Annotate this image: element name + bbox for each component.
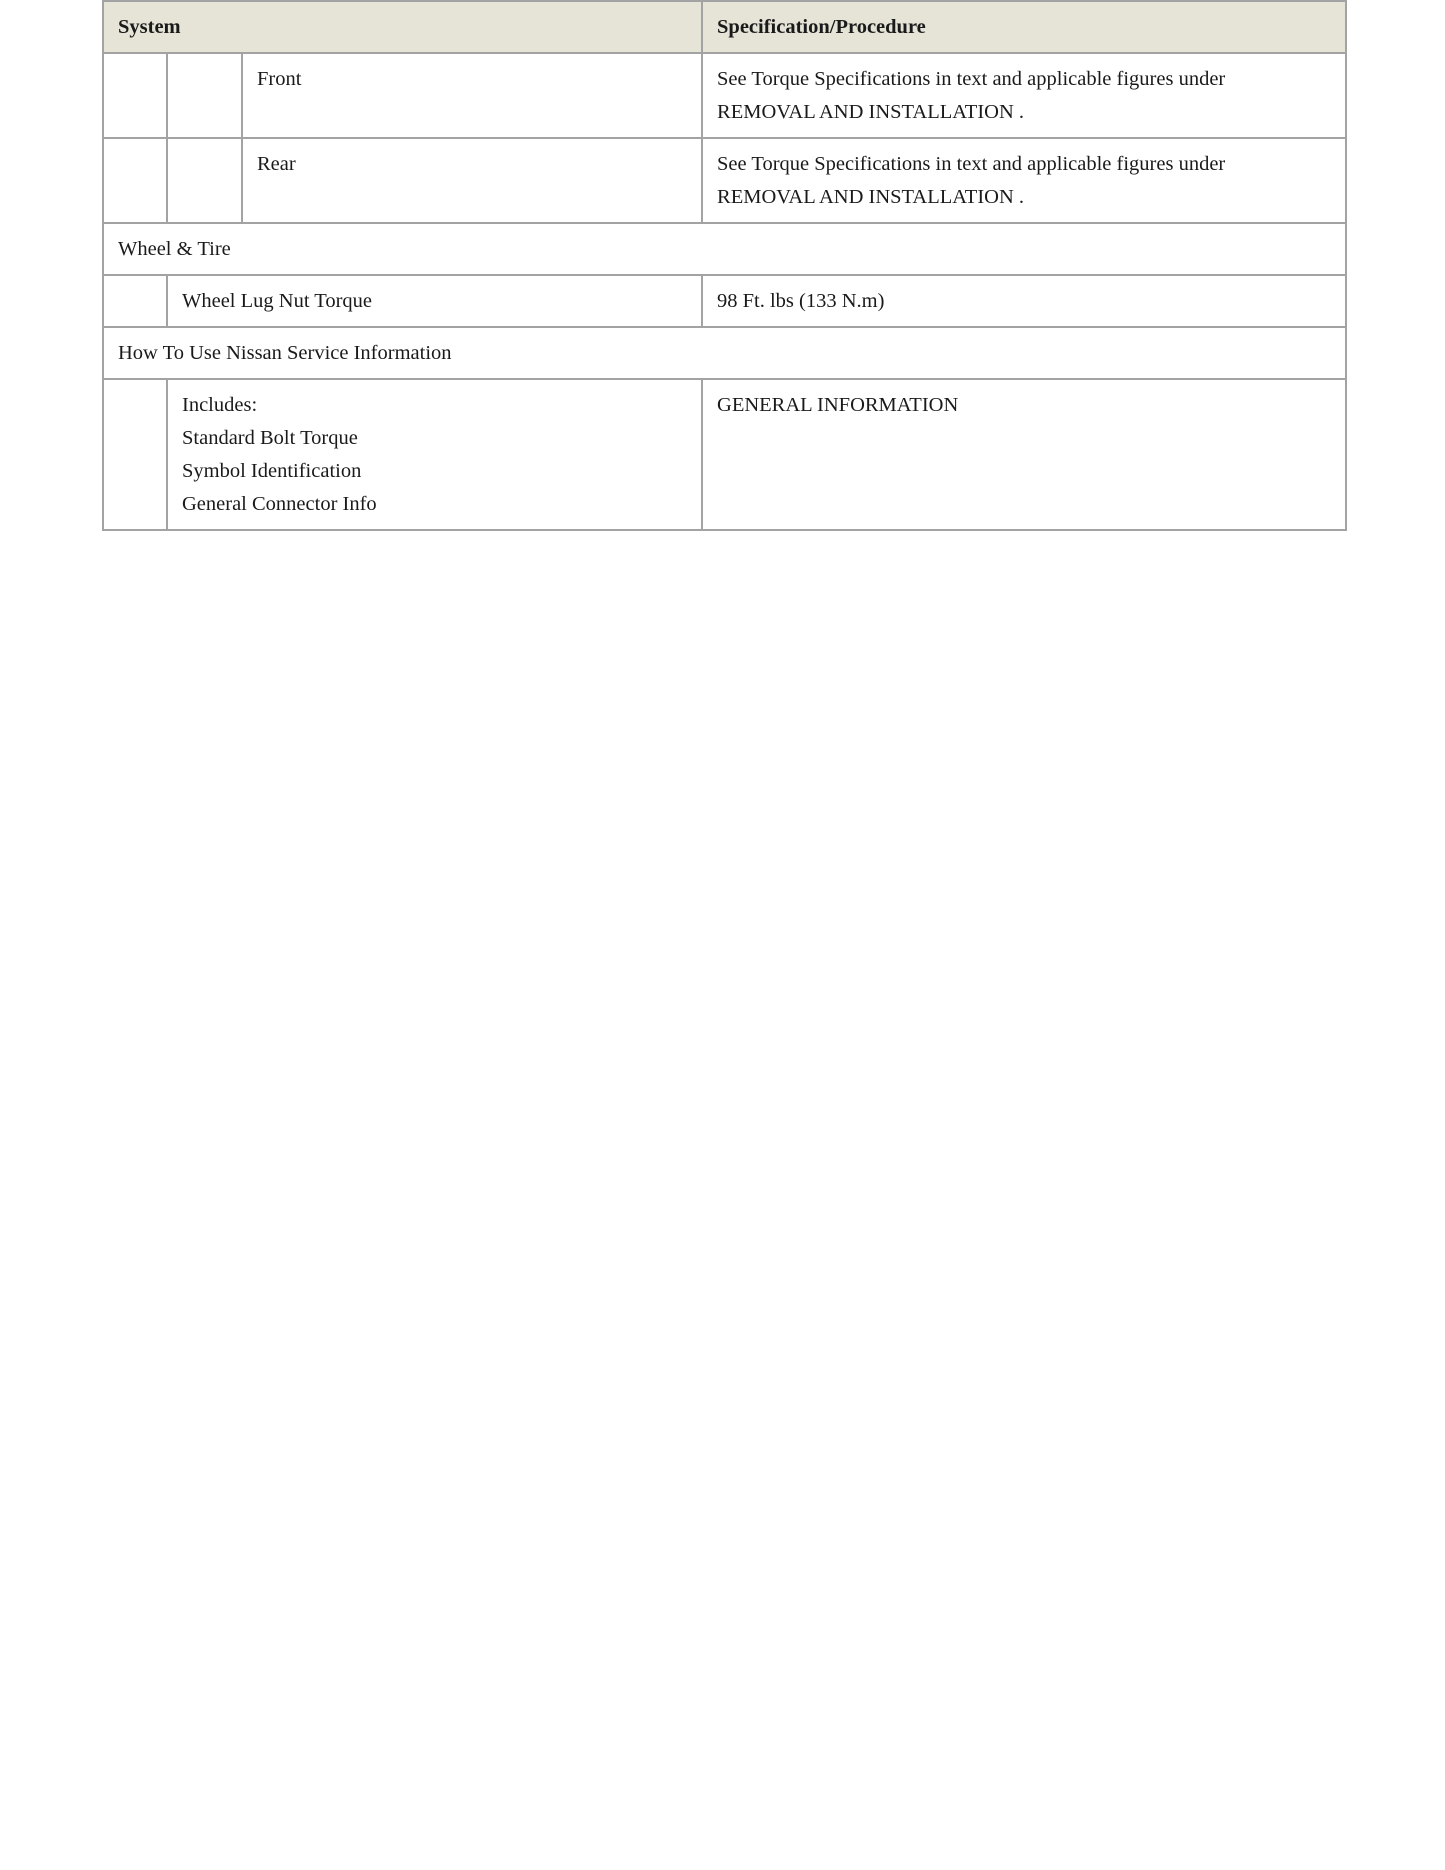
indent-cell [103, 53, 167, 138]
table-row-front [103, 53, 1346, 138]
row-spec-front [702, 53, 1346, 138]
row-spec-rear [702, 138, 1346, 223]
header-spec: Specification/Procedure [702, 1, 1346, 53]
indent-cell [167, 138, 242, 223]
row-spec-includes: GENERAL INFORMATION [702, 379, 1346, 530]
includes-line: Symbol Identification [182, 460, 362, 482]
table-row-section-how-to [103, 327, 1346, 379]
includes-line: Includes: [182, 394, 258, 416]
header-system: System [103, 1, 702, 53]
row-spec-lug-nut: 98 Ft. lbs (133 N.m) [702, 275, 1346, 327]
table-row-includes [103, 379, 1346, 530]
section-heading-how-to: How To Use Nissan Service Information [103, 327, 1346, 379]
spec-line: REMOVAL AND INSTALLATION . [717, 186, 1025, 208]
table-row-lug-nut [103, 275, 1346, 327]
spec-line: See Torque Specifications in text and applicable figures under [717, 153, 1226, 175]
indent-cell [103, 379, 167, 530]
row-label-includes [167, 379, 702, 530]
includes-line: Standard Bolt Torque [182, 427, 358, 449]
row-label-rear: Rear [242, 138, 702, 223]
spec-table [102, 0, 1347, 531]
indent-cell [167, 53, 242, 138]
row-label-lug-nut: Wheel Lug Nut Torque [167, 275, 702, 327]
includes-line: General Connector Info [182, 493, 377, 515]
spec-line: REMOVAL AND INSTALLATION . [717, 101, 1025, 123]
indent-cell [103, 138, 167, 223]
row-label-front: Front [242, 53, 702, 138]
table-header-row [103, 1, 1346, 53]
table-row-section-wheel-tire [103, 223, 1346, 275]
section-heading-wheel-tire: Wheel & Tire [103, 223, 1346, 275]
indent-cell [103, 275, 167, 327]
spec-line: See Torque Specifications in text and applicable figures under [717, 68, 1226, 90]
table-row-rear [103, 138, 1346, 223]
